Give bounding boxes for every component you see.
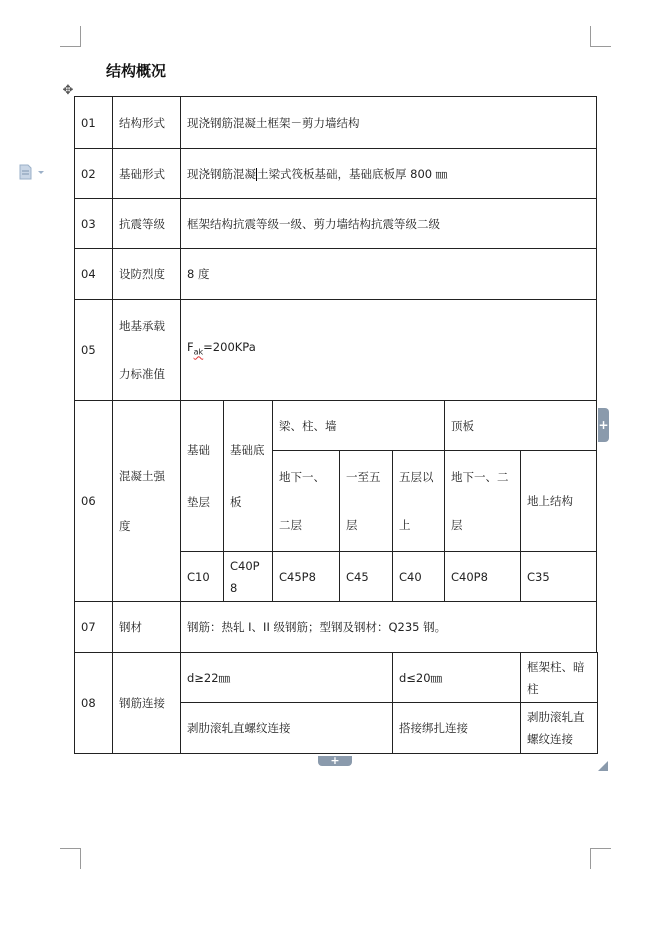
header-cell: 基础垫层 xyxy=(181,401,224,552)
row-value[interactable]: 钢筋：热轧 I、II 级钢筋；型钢及钢材：Q235 钢。 xyxy=(181,602,597,653)
table-row xyxy=(75,653,598,703)
row-value[interactable]: 8 度 xyxy=(181,249,597,300)
row-label: 基础形式 xyxy=(113,149,181,199)
page-corner-top-left xyxy=(60,26,81,47)
header-cell: 五层以上 xyxy=(393,451,445,552)
row-value[interactable] xyxy=(181,149,597,199)
value-cell[interactable]: 剥肋滚轧直螺纹连接 xyxy=(181,703,393,754)
page-corner-top-right xyxy=(590,26,611,47)
value-cell[interactable]: C45 xyxy=(340,552,393,602)
header-cell: 梁、柱、墙 xyxy=(273,401,445,451)
row-number: 01 xyxy=(75,97,113,149)
row-label: 钢材 xyxy=(113,602,181,653)
header-cell: 一至五层 xyxy=(340,451,393,552)
table-row xyxy=(75,602,598,653)
page-corner-bottom-left xyxy=(60,848,81,869)
value-cell[interactable]: 剥肋滚轧直螺纹连接 xyxy=(521,703,598,754)
row-label: 抗震等级 xyxy=(113,199,181,249)
table-row xyxy=(75,249,598,300)
value-cell[interactable]: C40P8 xyxy=(224,552,273,602)
row-value[interactable] xyxy=(181,300,597,401)
table-row xyxy=(75,97,598,149)
page-options-icon[interactable] xyxy=(18,164,46,180)
resize-icon[interactable] xyxy=(598,756,608,766)
value-cell[interactable]: C35 xyxy=(521,552,597,602)
row-number: 08 xyxy=(75,653,113,754)
value-cell[interactable]: C10 xyxy=(181,552,224,602)
table-row xyxy=(75,199,598,249)
row-label: 设防烈度 xyxy=(113,249,181,300)
section-title: 结构概况 xyxy=(106,62,167,80)
add-row-icon[interactable]: + xyxy=(318,756,352,766)
row-label: 钢筋连接 xyxy=(113,653,181,754)
move-icon[interactable]: ✥ xyxy=(62,83,74,98)
value-part: 土梁式筏板基础，基础底板厚 800 ㎜ xyxy=(257,166,448,181)
table-row xyxy=(75,401,598,451)
row-number: 05 xyxy=(75,300,113,401)
value-part: 现浇钢筋混凝 xyxy=(187,166,256,181)
header-cell: 顶板 xyxy=(445,401,597,451)
header-cell: 基础底板 xyxy=(224,401,273,552)
value-cell[interactable]: C45P8 xyxy=(273,552,340,602)
header-cell: 地下一、二层 xyxy=(445,451,521,552)
header-cell: 地下一、二层 xyxy=(273,451,340,552)
row-number: 02 xyxy=(75,149,113,199)
value-cell[interactable]: C40P8 xyxy=(445,552,521,602)
table-row xyxy=(75,149,598,199)
row-label: 结构形式 xyxy=(113,97,181,149)
value-rest: =200KPa xyxy=(203,340,256,355)
add-column-icon[interactable]: + xyxy=(598,408,609,442)
page-corner-bottom-right xyxy=(590,848,611,869)
row-number: 04 xyxy=(75,249,113,300)
row-number: 03 xyxy=(75,199,113,249)
row-label: 地基承载力标准值 xyxy=(113,300,181,401)
value-subscript: ak xyxy=(193,347,204,357)
row-number: 07 xyxy=(75,602,113,653)
value-cell[interactable]: C40 xyxy=(393,552,445,602)
header-cell: 地上结构 xyxy=(521,451,597,552)
structure-table xyxy=(74,96,598,754)
value-cell[interactable]: 搭接绑扎连接 xyxy=(393,703,521,754)
row-value[interactable]: 现浇钢筋混凝土框架－剪力墙结构 xyxy=(181,97,597,149)
value-symbol: F xyxy=(187,340,194,355)
row-value[interactable]: 框架结构抗震等级一级、剪力墙结构抗震等级二级 xyxy=(181,199,597,249)
row-number: 06 xyxy=(75,401,113,602)
header-cell: d≤20㎜ xyxy=(393,653,521,703)
row-label: 混凝土强度 xyxy=(113,401,181,602)
header-cell: d≥22㎜ xyxy=(181,653,393,703)
table-row xyxy=(75,300,598,401)
header-cell: 框架柱、暗柱 xyxy=(521,653,598,703)
